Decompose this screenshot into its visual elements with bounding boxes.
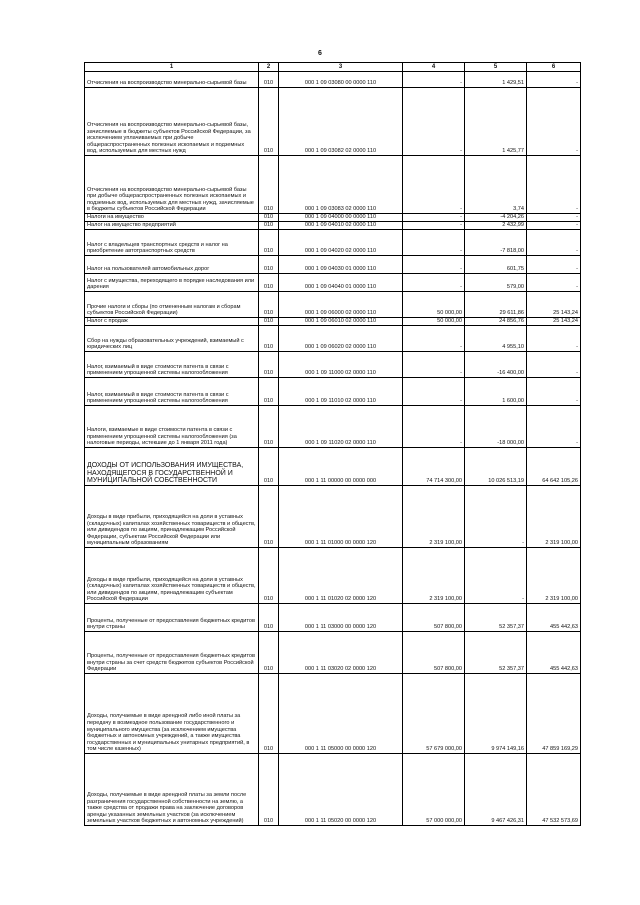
row-budget-code-cell: 000 1 09 11000 02 0000 110 (279, 352, 403, 378)
table-header-row (85, 63, 581, 72)
row-line-code-cell: 010 (259, 256, 279, 274)
row-name-cell: Налог с имущества, переходящего в порядке наследования или дарения (85, 274, 259, 292)
row-name-cell: Сбор на нужды образовательных учреждений, взимаемый с юридических лиц (85, 326, 259, 352)
row-approved-amount-cell: - (403, 214, 465, 222)
table-row (85, 486, 581, 548)
row-line-code-cell: 010 (259, 548, 279, 604)
row-unexecuted-amount-cell: - (527, 72, 581, 88)
table-row (85, 632, 581, 674)
row-budget-code-cell: 000 1 11 05020 00 0000 120 (279, 754, 403, 826)
row-budget-code-cell: 000 1 09 04010 02 0000 110 (279, 222, 403, 230)
header-cell: 2 (259, 63, 279, 72)
table-row (85, 88, 581, 156)
row-executed-amount-cell: 1 429,51 (465, 72, 527, 88)
table-row (85, 326, 581, 352)
header-cell: 4 (403, 63, 465, 72)
row-unexecuted-amount-cell: - (527, 214, 581, 222)
row-approved-amount-cell: - (403, 406, 465, 448)
row-name-cell: Налоги на имущество (85, 214, 259, 222)
row-unexecuted-amount-cell: - (527, 352, 581, 378)
table-row (85, 378, 581, 406)
table-row (85, 406, 581, 448)
row-executed-amount-cell: 2 432,99 (465, 222, 527, 230)
row-executed-amount-cell: - (465, 548, 527, 604)
header-cell: 6 (527, 63, 581, 72)
row-approved-amount-cell: - (403, 88, 465, 156)
row-unexecuted-amount-cell: 455 442,63 (527, 604, 581, 632)
row-line-code-cell: 010 (259, 754, 279, 826)
row-budget-code-cell: 000 1 11 01000 00 0000 120 (279, 486, 403, 548)
row-executed-amount-cell: 24 856,76 (465, 318, 527, 326)
row-name-cell: Проценты, полученные от предоставления бюджетных кредитов внутри страны (85, 604, 259, 632)
row-budget-code-cell: 000 1 09 04030 01 0000 110 (279, 256, 403, 274)
row-budget-code-cell: 000 1 11 03000 00 0000 120 (279, 604, 403, 632)
row-name-cell: Налог, взимаемый в виде стоимости патента в связи с применением упрощенной системы налогообложения (85, 378, 259, 406)
row-unexecuted-amount-cell: - (527, 274, 581, 292)
row-executed-amount-cell: -16 400,00 (465, 352, 527, 378)
row-name-cell: Прочие налоги и сборы (по отмененным налогам и сборам субъектов Российской Федерации) (85, 292, 259, 318)
row-unexecuted-amount-cell: 25 143,24 (527, 318, 581, 326)
row-name-cell: Доходы, получаемые в виде арендной платы за земли после разграничения государственной собственности на землю, а также средства от продажи права на заключение договоров аренды указанных земельных участков (за исключением земельных участков бюджетных и автономных учреждений) (85, 754, 259, 826)
row-unexecuted-amount-cell: 47 532 573,69 (527, 754, 581, 826)
row-unexecuted-amount-cell: 25 143,24 (527, 292, 581, 318)
table-row (85, 448, 581, 486)
row-line-code-cell: 010 (259, 448, 279, 486)
row-executed-amount-cell: 52 357,37 (465, 604, 527, 632)
table-row (85, 604, 581, 632)
row-approved-amount-cell: - (403, 230, 465, 256)
row-unexecuted-amount-cell: - (527, 222, 581, 230)
row-unexecuted-amount-cell: 64 642 105,26 (527, 448, 581, 486)
row-line-code-cell: 010 (259, 292, 279, 318)
row-budget-code-cell: 000 1 11 01020 02 0000 120 (279, 548, 403, 604)
row-line-code-cell: 010 (259, 72, 279, 88)
header-cell: 1 (85, 63, 259, 72)
row-budget-code-cell: 000 1 09 03082 02 0000 110 (279, 88, 403, 156)
row-executed-amount-cell: 29 611,86 (465, 292, 527, 318)
row-unexecuted-amount-cell: 2 319 100,00 (527, 548, 581, 604)
header-cell: 3 (279, 63, 403, 72)
row-approved-amount-cell: - (403, 256, 465, 274)
table-row (85, 318, 581, 326)
row-executed-amount-cell: 9 974 149,16 (465, 674, 527, 754)
row-name-cell: Налог с владельцев транспортных средств и налог на приобретение автотранспортных средств (85, 230, 259, 256)
row-unexecuted-amount-cell: 2 319 100,00 (527, 486, 581, 548)
row-executed-amount-cell: 4 955,10 (465, 326, 527, 352)
row-name-cell: Отчисления на воспроизводство минерально-сырьевой базы, зачисляемые в бюджеты субъектов Российской Федерации, за исключением уплачиваемых при добыче общераспространенных полезных ископаемых и подземных вод, используемых для местных нужд (85, 88, 259, 156)
row-line-code-cell: 010 (259, 214, 279, 222)
row-line-code-cell: 010 (259, 486, 279, 548)
row-line-code-cell: 010 (259, 352, 279, 378)
row-line-code-cell: 010 (259, 274, 279, 292)
row-budget-code-cell: 000 1 09 03083 02 0000 110 (279, 156, 403, 214)
row-unexecuted-amount-cell: - (527, 378, 581, 406)
row-executed-amount-cell: 1 600,00 (465, 378, 527, 406)
row-approved-amount-cell: 57 679 000,00 (403, 674, 465, 754)
row-budget-code-cell: 000 1 09 04000 00 0000 110 (279, 214, 403, 222)
row-line-code-cell: 010 (259, 156, 279, 214)
row-line-code-cell: 010 (259, 318, 279, 326)
row-executed-amount-cell: 3,74 (465, 156, 527, 214)
row-approved-amount-cell: 50 000,00 (403, 292, 465, 318)
row-name-cell: Доходы в виде прибыли, приходящейся на доли в уставных (складочных) капиталах хозяйственных товариществ и обществ, или дивидендов по акциям, принадлежащим субъектам Российской Федерации (85, 548, 259, 604)
row-budget-code-cell: 000 1 11 05000 00 0000 120 (279, 674, 403, 754)
row-approved-amount-cell: 2 319 100,00 (403, 548, 465, 604)
row-name-cell: Проценты, полученные от предоставления бюджетных кредитов внутри страны за счет средств бюджетов субъектов Российской Федерации (85, 632, 259, 674)
row-executed-amount-cell: -7 818,00 (465, 230, 527, 256)
table-row (85, 754, 581, 826)
row-budget-code-cell: 000 1 09 04040 01 0000 110 (279, 274, 403, 292)
row-approved-amount-cell: 50 000,00 (403, 318, 465, 326)
row-approved-amount-cell: - (403, 156, 465, 214)
row-executed-amount-cell: - (465, 486, 527, 548)
row-executed-amount-cell: -4 204,26 (465, 214, 527, 222)
row-approved-amount-cell: - (403, 326, 465, 352)
row-unexecuted-amount-cell: - (527, 230, 581, 256)
row-budget-code-cell: 000 1 09 11010 02 0000 110 (279, 378, 403, 406)
row-name-cell: Налоги, взимаемые в виде стоимости патента в связи с применением упрощенной системы налогообложения (за налоговые периоды, истекшие до 1 января 2011 года) (85, 406, 259, 448)
row-approved-amount-cell: - (403, 352, 465, 378)
row-approved-amount-cell: - (403, 72, 465, 88)
row-budget-code-cell: 000 1 11 00000 00 0000 000 (279, 448, 403, 486)
row-name-cell: Налог на пользователей автомобильных дорог (85, 256, 259, 274)
row-line-code-cell: 010 (259, 378, 279, 406)
row-name-cell: Отчисления на воспроизводство минерально-сырьевой базы (85, 72, 259, 88)
table-row (85, 214, 581, 222)
row-executed-amount-cell: 52 357,37 (465, 632, 527, 674)
row-name-cell: ДОХОДЫ ОТ ИСПОЛЬЗОВАНИЯ ИМУЩЕСТВА, НАХОДЯЩЕГОСЯ В ГОСУДАРСТВЕННОЙ И МУНИЦИПАЛЬНОЙ СОБСТВЕННОСТИ (85, 448, 259, 486)
row-unexecuted-amount-cell: 455 442,63 (527, 632, 581, 674)
table-row (85, 256, 581, 274)
row-executed-amount-cell: 9 467 426,31 (465, 754, 527, 826)
row-approved-amount-cell: - (403, 378, 465, 406)
row-executed-amount-cell: 1 425,77 (465, 88, 527, 156)
row-budget-code-cell: 000 1 09 03080 00 0000 110 (279, 72, 403, 88)
row-unexecuted-amount-cell: - (527, 406, 581, 448)
row-approved-amount-cell: 57 000 000,00 (403, 754, 465, 826)
row-budget-code-cell: 000 1 11 03020 02 0000 120 (279, 632, 403, 674)
row-unexecuted-amount-cell: - (527, 156, 581, 214)
table-row (85, 274, 581, 292)
table-row (85, 674, 581, 754)
row-name-cell: Отчисления на воспроизводство минерально-сырьевой базы при добыче общераспространенных полезных ископаемых и подземных вод, используемых для местных нужд, зачисляемые в бюджеты субъектов Российской Федерации (85, 156, 259, 214)
row-executed-amount-cell: 601,75 (465, 256, 527, 274)
row-line-code-cell: 010 (259, 604, 279, 632)
table-row (85, 292, 581, 318)
row-budget-code-cell: 000 1 09 06000 02 0000 110 (279, 292, 403, 318)
row-name-cell: Налог, взимаемый в виде стоимости патента в связи с применением упрощенной системы налогообложения (85, 352, 259, 378)
row-name-cell: Налог на имущество предприятий (85, 222, 259, 230)
row-approved-amount-cell: 507 800,00 (403, 632, 465, 674)
row-line-code-cell: 010 (259, 674, 279, 754)
row-approved-amount-cell: 2 319 100,00 (403, 486, 465, 548)
page-number: 6 (318, 50, 322, 57)
row-line-code-cell: 010 (259, 406, 279, 448)
row-line-code-cell: 010 (259, 222, 279, 230)
table-row (85, 548, 581, 604)
row-budget-code-cell: 000 1 09 04020 02 0000 110 (279, 230, 403, 256)
row-approved-amount-cell: 507 800,00 (403, 604, 465, 632)
row-executed-amount-cell: 579,00 (465, 274, 527, 292)
header-cell: 5 (465, 63, 527, 72)
row-line-code-cell: 010 (259, 88, 279, 156)
row-executed-amount-cell: -18 000,00 (465, 406, 527, 448)
row-approved-amount-cell: 74 714 300,00 (403, 448, 465, 486)
table-row (85, 230, 581, 256)
row-unexecuted-amount-cell: - (527, 88, 581, 156)
table-row (85, 222, 581, 230)
row-name-cell: Налог с продаж (85, 318, 259, 326)
row-unexecuted-amount-cell: - (527, 326, 581, 352)
table-row (85, 156, 581, 214)
table-row (85, 352, 581, 378)
row-budget-code-cell: 000 1 09 06020 02 0000 110 (279, 326, 403, 352)
row-executed-amount-cell: 10 026 513,19 (465, 448, 527, 486)
row-approved-amount-cell: - (403, 222, 465, 230)
row-name-cell: Доходы в виде прибыли, приходящейся на доли в уставных (складочных) капиталах хозяйственных товариществ и обществ, или дивидендов по акциям, принадлежащим Российской Федерации, субъектам Российской Федерации или муниципальным образованиям (85, 486, 259, 548)
row-unexecuted-amount-cell: 47 859 169,29 (527, 674, 581, 754)
row-line-code-cell: 010 (259, 326, 279, 352)
row-approved-amount-cell: - (403, 274, 465, 292)
row-name-cell: Доходы, получаемые в виде арендной либо иной платы за передачу в возмездное пользование государственного и муниципального имущества (за исключением имущества бюджетных и автономных учреждений, а также имущества государственных и муниципальных унитарных предприятий, в том числе казенных) (85, 674, 259, 754)
income-report-table (84, 62, 581, 826)
row-line-code-cell: 010 (259, 230, 279, 256)
row-line-code-cell: 010 (259, 632, 279, 674)
row-unexecuted-amount-cell: - (527, 256, 581, 274)
row-budget-code-cell: 000 1 09 06010 02 0000 110 (279, 318, 403, 326)
row-budget-code-cell: 000 1 09 11020 02 0000 110 (279, 406, 403, 448)
table-row (85, 72, 581, 88)
